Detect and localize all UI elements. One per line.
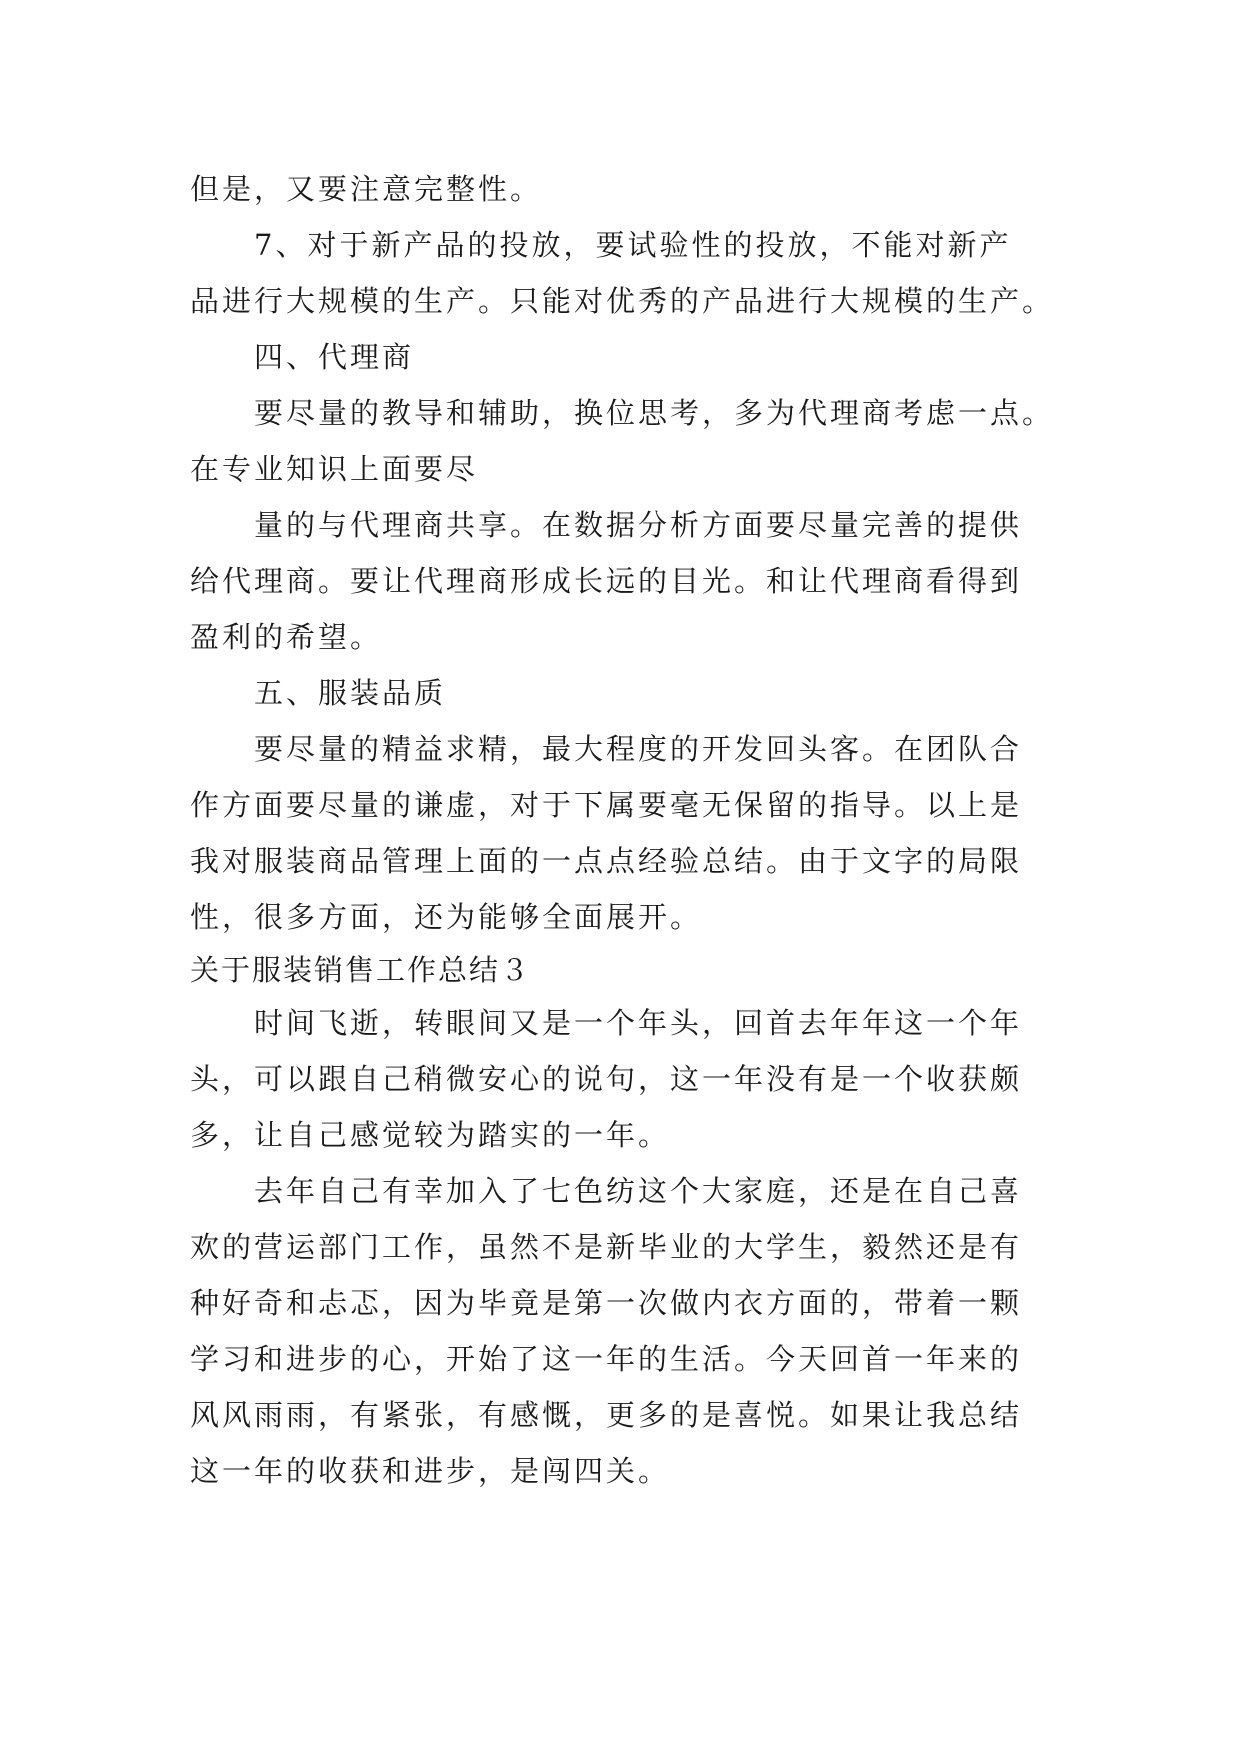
text-line: 这一年的收获和进步，是闯四关。 bbox=[190, 1454, 671, 1488]
section-title: 关于服装销售工作总结３ bbox=[190, 953, 532, 987]
text-line: 五、服装品质 bbox=[254, 676, 447, 710]
text-line: 盈利的希望。 bbox=[190, 620, 383, 654]
text-line: 风风雨雨，有紧张，有感慨，更多的是喜悦。如果让我总结 bbox=[190, 1398, 1023, 1432]
text-line: 作方面要尽量的谦虚，对于下属要毫无保留的指导。以上是 bbox=[190, 788, 1023, 822]
text-line: 量的与代理商共享。在数据分析方面要尽量完善的提供 bbox=[254, 508, 1023, 542]
text-line: 学习和进步的心，开始了这一年的生活。今天回首一年来的 bbox=[190, 1342, 1023, 1376]
text-line: 给代理商。要让代理商形成长远的目光。和让代理商看得到 bbox=[190, 564, 1023, 598]
text-line: 头，可以跟自己稍微安心的说句，这一年没有是一个收获颇 bbox=[190, 1062, 1023, 1096]
text-line: 去年自己有幸加入了七色纺这个大家庭，还是在自己喜 bbox=[254, 1174, 1023, 1208]
text-line: 性，很多方面，还为能够全面展开。 bbox=[190, 900, 703, 934]
text-line: 我对服装商品管理上面的一点点经验总结。由于文字的局限 bbox=[190, 844, 1023, 878]
document-body bbox=[190, 161, 1090, 1499]
text-line: 在专业知识上面要尽 bbox=[190, 452, 479, 486]
text-line: 种好奇和忐忑，因为毕竟是第一次做内衣方面的，带着一颗 bbox=[190, 1286, 1023, 1320]
text-line: 但是，又要注意完整性。 bbox=[190, 172, 543, 206]
text-line: 7、对于新产品的投放，要试验性的投放，不能对新产 bbox=[254, 228, 1012, 262]
text-line: 品进行大规模的生产。只能对优秀的产品进行大规模的生产。 bbox=[190, 284, 1055, 318]
text-line: 四、代理商 bbox=[254, 340, 415, 374]
text-line: 时间飞逝，转眼间又是一个年头，回首去年年这一个年 bbox=[254, 1006, 1023, 1040]
text-line: 多，让自己感觉较为踏实的一年。 bbox=[190, 1118, 671, 1152]
text-line: 欢的营运部门工作，虽然不是新毕业的大学生，毅然还是有 bbox=[190, 1230, 1023, 1264]
text-line: 要尽量的教导和辅助，换位思考，多为代理商考虑一点。 bbox=[254, 396, 1055, 430]
text-line: 要尽量的精益求精，最大程度的开发回头客。在团队合 bbox=[254, 732, 1023, 766]
